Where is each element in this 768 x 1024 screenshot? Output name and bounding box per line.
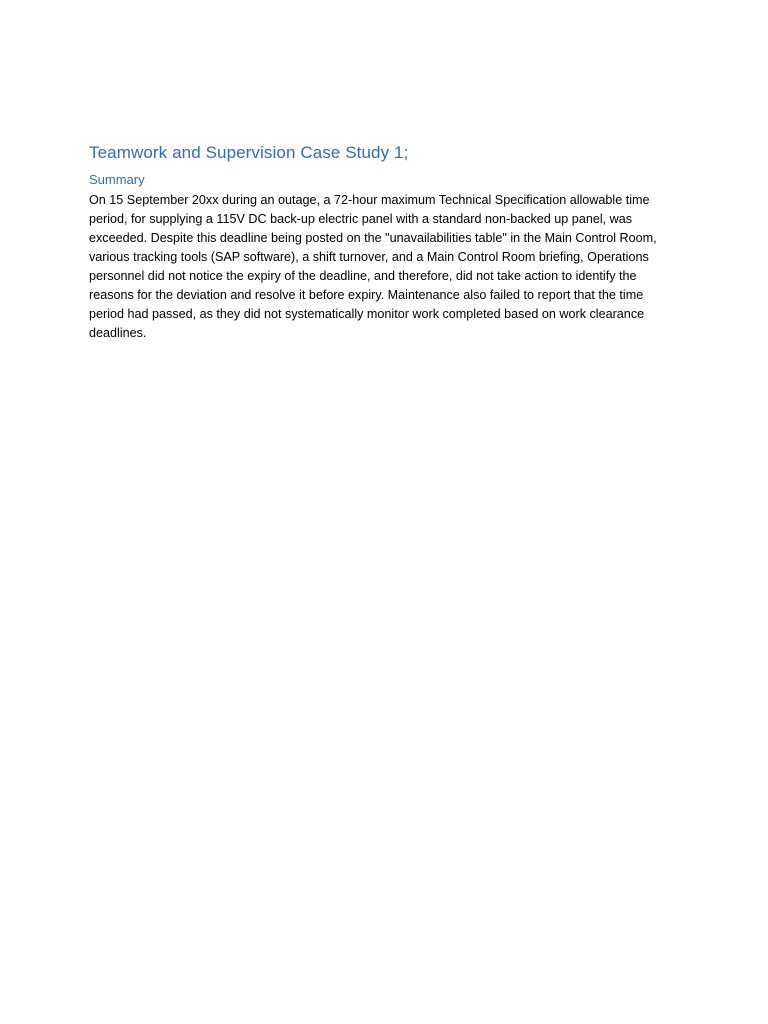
summary-paragraph: On 15 September 20xx during an outage, a 72-hour maximum Technical Specification allowable time period, for supplying a 115V DC back-up electric panel with a standard non-backed up panel, was exceeded. Despite this deadline being posted on the "unavailabilities table" in the Main Control Room, various tracking tools (SAP software), a shift turnover, and a Main Control Room briefing, Operations personnel did not notice the expiry of the deadline, and therefore, did not take action to identify the reasons for the deviation and resolve it before expiry. Maintenance also failed to report that the time period had passed, as they did not systematically monitor work completed based on work clearance deadlines.: [89, 193, 657, 340]
section-heading-summary: Summary: [89, 172, 145, 187]
document-content: [89, 141, 679, 343]
document-title: Teamwork and Supervision Case Study 1;: [89, 143, 409, 162]
